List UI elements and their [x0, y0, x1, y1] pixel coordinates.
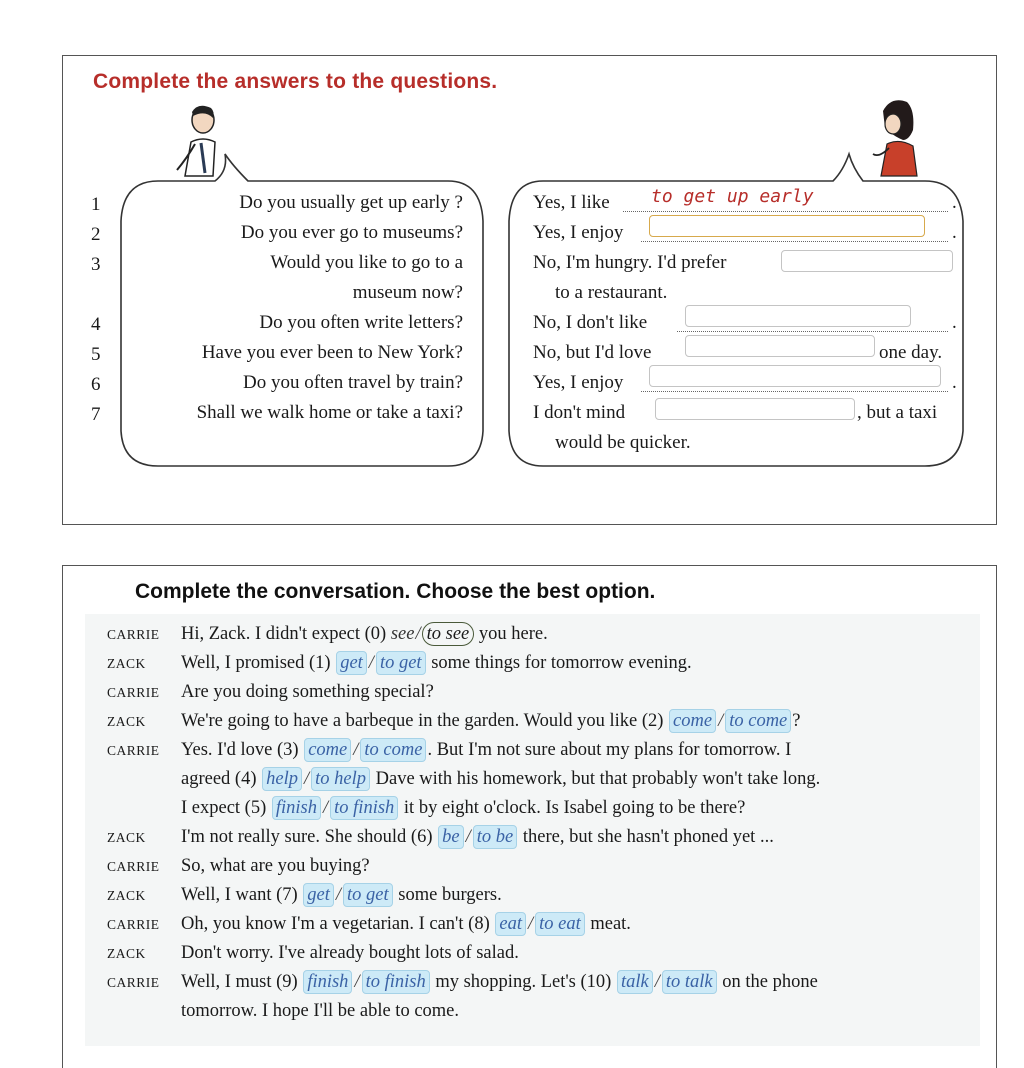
- question-4: Do you often write letters?: [259, 312, 463, 333]
- answer-5-prefix: No, but I'd love: [533, 342, 652, 363]
- option-9b-button[interactable]: to finish: [362, 970, 430, 994]
- line-text: . But I'm not sure about my plans for tomorrow. I: [427, 740, 792, 760]
- exercise2-title: Complete the conversation. Choose the best option.: [135, 580, 656, 603]
- conversation-line: [107, 620, 548, 649]
- line-text: agreed (4): [181, 769, 257, 789]
- slash: /: [323, 798, 329, 818]
- speaker-label: CARRIE: [107, 917, 160, 932]
- question-number: 1: [91, 194, 101, 215]
- line-text: tomorrow. I hope I'll be able to come.: [181, 1001, 460, 1021]
- conversation-line: [107, 852, 370, 881]
- line-text: you here.: [478, 624, 548, 644]
- line-text: Are you doing something special?: [181, 682, 434, 702]
- speaker-label: CARRIE: [107, 975, 160, 990]
- line-text: Oh, you know I'm a vegetarian. I can't (8): [181, 914, 490, 934]
- answer-7-line2: would be quicker.: [555, 432, 691, 453]
- answer-6-prefix: Yes, I enjoy: [533, 372, 624, 393]
- line-text: my shopping. Let's (10): [435, 972, 612, 992]
- slash: /: [354, 972, 360, 992]
- line-text: Yes. I'd love (3): [181, 740, 299, 760]
- conversation-line: [181, 997, 459, 1026]
- line-text: it by eight o'clock. Is Isabel going to be there?: [403, 798, 746, 818]
- line-text: I expect (5): [181, 798, 267, 818]
- line-text: Well, I want (7): [181, 885, 298, 905]
- option-2b-button[interactable]: to come: [725, 709, 791, 733]
- option-3b-button[interactable]: to come: [360, 738, 426, 762]
- conversation-line: [107, 968, 818, 997]
- slash: /: [654, 972, 660, 992]
- speaker-label: ZACK: [107, 830, 146, 845]
- slash: /: [718, 711, 724, 731]
- answer-7-input[interactable]: [655, 398, 855, 420]
- woman-figure-icon: [863, 96, 933, 178]
- conversation-line: [107, 823, 774, 852]
- option-8a-button[interactable]: eat: [495, 912, 526, 936]
- slash: /: [415, 624, 421, 644]
- exercise2-panel: [62, 565, 997, 1068]
- option-4b-button[interactable]: to help: [311, 767, 370, 791]
- option-6b-button[interactable]: to be: [473, 825, 517, 849]
- conversation-line: [107, 910, 631, 939]
- option-5b-button[interactable]: to finish: [330, 796, 398, 820]
- line-text: So, what are you buying?: [181, 856, 370, 876]
- answer-6-input[interactable]: [649, 365, 941, 387]
- option-10a-button[interactable]: talk: [617, 970, 653, 994]
- slash: /: [527, 914, 534, 934]
- line-text: Dave with his homework, but that probably won't take long.: [375, 769, 821, 789]
- answer-7-prefix: I don't mind: [533, 402, 626, 423]
- line-text: some things for tomorrow evening.: [431, 653, 692, 673]
- line-text: there, but she hasn't phoned yet ...: [522, 827, 774, 847]
- option-10b-button[interactable]: to talk: [662, 970, 717, 994]
- option-4a-button[interactable]: help: [262, 767, 302, 791]
- conversation-line: [107, 707, 801, 736]
- answer-2-prefix: Yes, I enjoy: [533, 222, 624, 243]
- speaker-label: ZACK: [107, 888, 146, 903]
- speaker-label: ZACK: [107, 714, 146, 729]
- conversation-line: [107, 678, 434, 707]
- slash: /: [465, 827, 471, 847]
- slash: /: [368, 653, 374, 673]
- slash: /: [303, 769, 310, 789]
- question-number: 3: [91, 254, 101, 275]
- answer-line: [623, 211, 948, 212]
- exercise1-panel: [62, 55, 997, 525]
- answer-7-middle: , but a taxi: [857, 402, 938, 423]
- answer-6-end: .: [952, 372, 957, 393]
- answer-2-end: .: [952, 222, 957, 243]
- option-1a-button[interactable]: get: [336, 651, 367, 675]
- answer-5-input[interactable]: [685, 335, 875, 357]
- answer-2-input[interactable]: [649, 215, 925, 237]
- speaker-label: CARRIE: [107, 859, 160, 874]
- answer-1-end: .: [952, 192, 957, 213]
- option-7b-button[interactable]: to get: [343, 883, 393, 907]
- line-text: We're going to have a barbeque in the garden. Would you like (2): [181, 711, 664, 731]
- option-5a-button[interactable]: finish: [272, 796, 321, 820]
- line-text: on the phone: [722, 972, 818, 992]
- answer-1-filled: to get up early: [651, 186, 814, 207]
- answer-1-prefix: Yes, I like: [533, 192, 610, 213]
- option-2a-button[interactable]: come: [669, 709, 716, 733]
- answer-4-prefix: No, I don't like: [533, 312, 648, 333]
- exercise1-title: Complete the answers to the questions.: [93, 70, 498, 93]
- line-text: Well, I promised (1): [181, 653, 331, 673]
- conversation-line: [181, 794, 745, 823]
- man-figure-icon: [163, 98, 223, 178]
- conversation-line: [181, 765, 820, 794]
- answer-line: [677, 331, 948, 332]
- line-text: meat.: [590, 914, 631, 934]
- answer-3-input[interactable]: [781, 250, 953, 272]
- question-1: Do you usually get up early ?: [239, 192, 463, 213]
- option-1b-button[interactable]: to get: [376, 651, 426, 675]
- answer-3-prefix: No, I'm hungry. I'd prefer: [533, 252, 727, 273]
- answer-4-end: .: [952, 312, 957, 333]
- question-3-line2: museum now?: [352, 282, 463, 303]
- speaker-label: ZACK: [107, 656, 146, 671]
- option-6a-button[interactable]: be: [438, 825, 463, 849]
- answer-4-input[interactable]: [685, 305, 911, 327]
- speaker-label: CARRIE: [107, 685, 160, 700]
- conversation-line: [107, 649, 692, 678]
- line-text: Don't worry. I've already bought lots of salad.: [181, 943, 519, 963]
- question-6: Do you often travel by train?: [242, 372, 463, 393]
- option-7a-button[interactable]: get: [303, 883, 334, 907]
- option-8b-button[interactable]: to eat: [535, 912, 585, 936]
- speaker-label: CARRIE: [107, 743, 160, 758]
- speaker-label: ZACK: [107, 946, 146, 961]
- conversation-line: [107, 881, 502, 910]
- answer-5-end: one day.: [879, 342, 943, 363]
- conversation-line: [107, 736, 791, 765]
- line-text: some burgers.: [398, 885, 502, 905]
- option-example-plain: see: [390, 624, 415, 644]
- question-number: 6: [91, 374, 101, 395]
- speaker-label: CARRIE: [107, 627, 160, 642]
- question-number: 5: [91, 344, 101, 365]
- question-5: Have you ever been to New York?: [201, 342, 463, 363]
- option-9a-button[interactable]: finish: [303, 970, 352, 994]
- question-2: Do you ever go to museums?: [240, 222, 463, 243]
- conversation-line: [107, 939, 519, 968]
- slash: /: [353, 740, 359, 760]
- answer-line: [641, 241, 948, 242]
- option-3a-button[interactable]: come: [304, 738, 351, 762]
- line-text: Well, I must (9): [181, 972, 298, 992]
- answer-3-line2: to a restaurant.: [555, 282, 668, 303]
- question-number: 4: [91, 314, 101, 335]
- question-7: Shall we walk home or take a taxi?: [196, 402, 463, 423]
- answer-line: [641, 391, 948, 392]
- question-3-line1: Would you like to go to a: [270, 252, 463, 273]
- line-text: I'm not really sure. She should (6): [181, 827, 433, 847]
- option-example-circled: to see: [422, 622, 475, 646]
- slash: /: [335, 885, 342, 905]
- question-number: 2: [91, 224, 101, 245]
- line-text: Hi, Zack. I didn't expect (0): [181, 624, 387, 644]
- line-text: ?: [792, 711, 801, 731]
- question-number: 7: [91, 404, 101, 425]
